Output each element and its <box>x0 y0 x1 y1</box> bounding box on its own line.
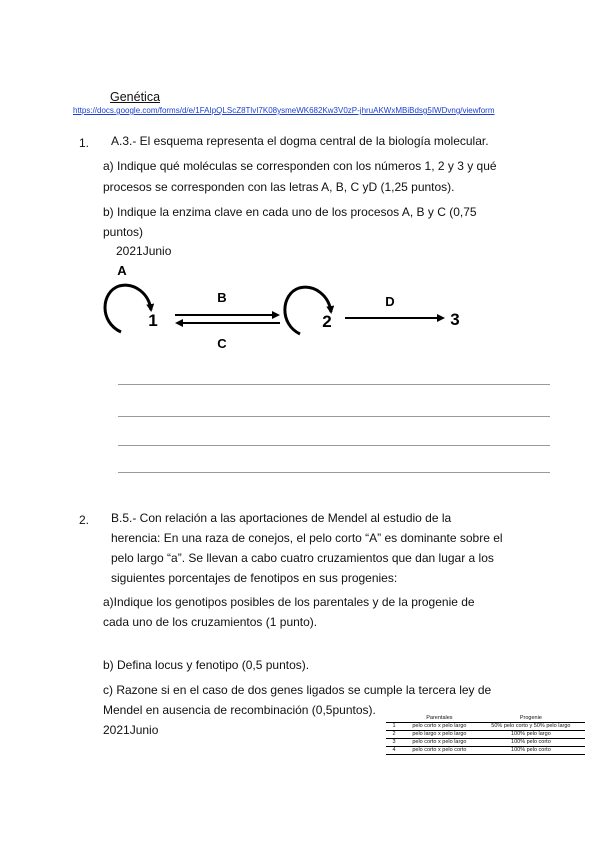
table-cell: 50% pelo corto y 50% pelo largo <box>477 723 585 731</box>
question-1-number: 1. <box>79 136 90 150</box>
question-2-line2: herencia: En una raza de conejos, el pelo corto “A” es dominante sobre el <box>111 531 503 545</box>
replication-loop-arrow-a <box>105 285 151 332</box>
table-cell: 3 <box>386 739 402 747</box>
table-header-cell: Parentales <box>402 715 477 723</box>
table-cell: pelo corto x pelo largo <box>402 723 477 731</box>
label-b: B <box>217 290 227 305</box>
table-header-cell <box>386 715 402 723</box>
label-c: C <box>217 336 227 351</box>
table-cell: 100% pelo largo <box>477 731 585 739</box>
table-header-cell: Progenie <box>477 715 585 723</box>
question-2-date: 2021Junio <box>103 723 159 737</box>
table-cell: pelo largo x pelo largo <box>402 731 477 739</box>
question-2-line1: B.5.- Con relación a las aportaciones de Mendel al estudio de la <box>111 511 452 525</box>
question-1-date: 2021Junio <box>116 244 172 258</box>
answer-line[interactable] <box>118 445 550 446</box>
table-cell: 4 <box>386 747 402 755</box>
table-cell: 2 <box>386 731 402 739</box>
table-cell: pelo corto x pelo corto <box>402 747 477 755</box>
number-2: 2 <box>322 312 332 331</box>
question-2-part-a-line2: cada uno de los cruzamientos (1 punto). <box>103 615 318 629</box>
table-header-row <box>386 715 585 723</box>
question-2-part-c-line2: Mendel en ausencia de recombinación (0,5puntos). <box>103 703 376 717</box>
question-2-line4: siguientes porcentajes de fenotipos en sus progenies: <box>111 571 398 585</box>
question-1-part-a-line2: procesos se corresponden con las letras A, B, C yD (1,25 puntos). <box>103 180 455 194</box>
table-cell: 100% pelo corto <box>477 747 585 755</box>
question-1-heading: A.3.- El esquema representa el dogma central de la biología molecular. <box>111 134 489 148</box>
table-row <box>386 723 585 731</box>
answer-line[interactable] <box>118 416 550 417</box>
question-1-part-b-line1: b) Indique la enzima clave en cada uno de los procesos A, B y C (0,75 <box>103 205 477 219</box>
number-1: 1 <box>148 311 158 330</box>
answer-line[interactable] <box>118 472 550 473</box>
table-row <box>386 731 585 739</box>
label-d: D <box>385 294 395 309</box>
table-cell: 100% pelo corto <box>477 739 585 747</box>
question-2-part-a-line1: a)Indique los genotipos posibles de los parentales y de la progenie de <box>103 595 475 609</box>
central-dogma-diagram <box>95 260 475 355</box>
answer-line[interactable] <box>118 384 550 385</box>
question-2-part-c-line1: c) Razone si en el caso de dos genes ligados se cumple la tercera ley de <box>103 683 492 697</box>
question-2-number: 2. <box>79 513 90 527</box>
table-row <box>386 739 585 747</box>
cross-results-table <box>386 715 585 755</box>
table-cell: pelo corto x pelo largo <box>402 739 477 747</box>
question-2-line3: pelo largo “a”. Se llevan a cabo cuatro cruzamientos que dan lugar a los <box>111 551 494 565</box>
table-cell: 1 <box>386 723 402 731</box>
question-1-part-b-line2: puntos) <box>103 225 144 239</box>
form-link[interactable]: https://docs.google.com/forms/d/e/1FAIpQLScZ8TlvI7K08ysmeWK682Kw3V0zP-jhruAKWxMBiBdsg5IWDvng/viewform <box>73 106 495 115</box>
page-title: Genética <box>110 90 161 104</box>
question-2-part-b: b) Defina locus y fenotipo (0,5 puntos). <box>103 658 310 672</box>
number-3: 3 <box>450 310 460 329</box>
question-1-part-a-line1: a) Indique qué moléculas se corresponden con los números 1, 2 y 3 y qué <box>103 159 497 173</box>
table-row <box>386 747 585 755</box>
label-a: A <box>117 263 127 278</box>
